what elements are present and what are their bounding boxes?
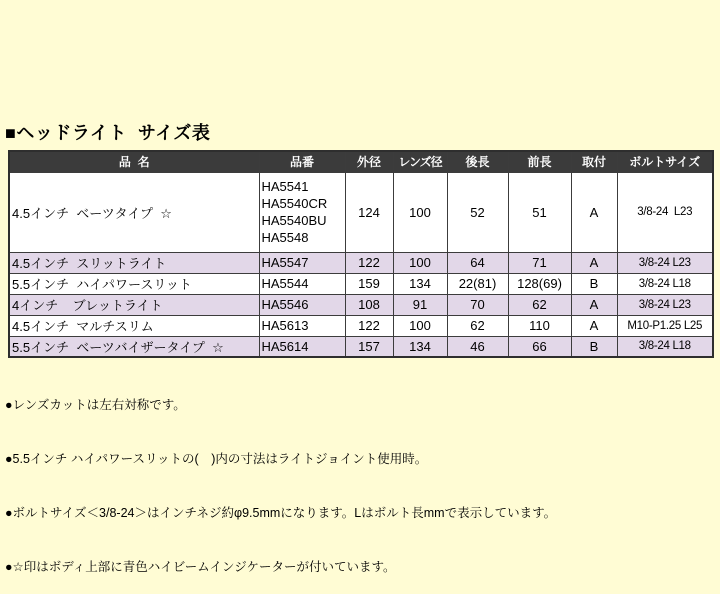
footnote: ●5.5インチ ハイパワースリットの( )内の寸法はライトジョイント使用時。 bbox=[5, 452, 428, 466]
table-row bbox=[9, 273, 713, 294]
product-name: 4.5インチ スリットライト bbox=[9, 252, 259, 273]
part-number: HA5547 bbox=[259, 252, 345, 273]
product-name: 4.5インチ ベーツタイプ ☆ bbox=[9, 172, 259, 252]
product-name: 5.5インチ ハイパワースリット bbox=[9, 273, 259, 294]
part-number-line: HA5540BU bbox=[261, 213, 327, 228]
mount-type: B bbox=[571, 273, 617, 294]
mount-type: B bbox=[571, 336, 617, 357]
outer-diameter: 122 bbox=[345, 252, 393, 273]
col-header-outer-dia: 外径 bbox=[345, 151, 393, 172]
mount-type: A bbox=[571, 172, 617, 252]
col-header-lens-dia: レンズ径 bbox=[393, 151, 447, 172]
bolt-size: 3/8-24 L23 bbox=[617, 172, 713, 252]
rear-length: 64 bbox=[447, 252, 508, 273]
table-row bbox=[9, 172, 713, 252]
front-length: 110 bbox=[508, 315, 571, 336]
footnote: ●レンズカットは左右対称です。 bbox=[5, 398, 186, 412]
footnote: ●ボルトサイズ＜3/8-24＞はインチネジ約φ9.5mmになります。Lはボルト長mmで表示しています。 bbox=[5, 506, 557, 520]
headlight-size-table bbox=[8, 150, 714, 358]
outer-diameter: 122 bbox=[345, 315, 393, 336]
front-length: 128(69) bbox=[508, 273, 571, 294]
part-number-line: HA5548 bbox=[261, 230, 309, 245]
product-name: 4インチ ブレットライト bbox=[9, 294, 259, 315]
col-header-front-len: 前長 bbox=[508, 151, 571, 172]
table-row bbox=[9, 294, 713, 315]
rear-length: 52 bbox=[447, 172, 508, 252]
part-number: HA5614 bbox=[259, 336, 345, 357]
lens-diameter: 134 bbox=[393, 336, 447, 357]
product-name: 5.5インチ ベーツバイザータイプ ☆ bbox=[9, 336, 259, 357]
lens-diameter: 134 bbox=[393, 273, 447, 294]
col-header-bolt-size: ボルトサイズ bbox=[617, 151, 713, 172]
mount-type: A bbox=[571, 294, 617, 315]
part-number: HA5544 bbox=[259, 273, 345, 294]
front-length: 62 bbox=[508, 294, 571, 315]
part-number-line: HA5540CR bbox=[261, 196, 328, 211]
bolt-size: M10-P1.25 L25 bbox=[617, 315, 713, 336]
front-length: 71 bbox=[508, 252, 571, 273]
part-numbers bbox=[259, 172, 345, 252]
front-length: 51 bbox=[508, 172, 571, 252]
part-number-line: HA5541 bbox=[261, 179, 309, 194]
rear-length: 46 bbox=[447, 336, 508, 357]
mount-type: A bbox=[571, 252, 617, 273]
bolt-size: 3/8-24 L18 bbox=[617, 336, 713, 357]
bolt-size: 3/8-24 L23 bbox=[617, 294, 713, 315]
product-name: 4.5インチ マルチスリム bbox=[9, 315, 259, 336]
lens-diameter: 100 bbox=[393, 315, 447, 336]
footnote: ●☆印はボディ上部に青色ハイビームインジケーターが付いています。 bbox=[5, 560, 396, 574]
col-header-mount: 取付 bbox=[571, 151, 617, 172]
col-header-part: 品番 bbox=[259, 151, 345, 172]
part-number: HA5613 bbox=[259, 315, 345, 336]
mount-type: A bbox=[571, 315, 617, 336]
col-header-rear-len: 後長 bbox=[447, 151, 508, 172]
bolt-size: 3/8-24 L18 bbox=[617, 273, 713, 294]
front-length: 66 bbox=[508, 336, 571, 357]
outer-diameter: 124 bbox=[345, 172, 393, 252]
outer-diameter: 108 bbox=[345, 294, 393, 315]
outer-diameter: 159 bbox=[345, 273, 393, 294]
outer-diameter: 157 bbox=[345, 336, 393, 357]
table-row bbox=[9, 315, 713, 336]
footnotes bbox=[5, 360, 717, 594]
table-header-row bbox=[9, 151, 713, 172]
table-row bbox=[9, 336, 713, 357]
lens-diameter: 100 bbox=[393, 172, 447, 252]
col-header-name: 品 名 bbox=[9, 151, 259, 172]
lens-diameter: 100 bbox=[393, 252, 447, 273]
lens-diameter: 91 bbox=[393, 294, 447, 315]
page-title: ■ヘッドライト サイズ表 bbox=[5, 123, 211, 143]
rear-length: 70 bbox=[447, 294, 508, 315]
rear-length: 22(81) bbox=[447, 273, 508, 294]
table-row bbox=[9, 252, 713, 273]
bolt-size: 3/8-24 L23 bbox=[617, 252, 713, 273]
part-number: HA5546 bbox=[259, 294, 345, 315]
rear-length: 62 bbox=[447, 315, 508, 336]
